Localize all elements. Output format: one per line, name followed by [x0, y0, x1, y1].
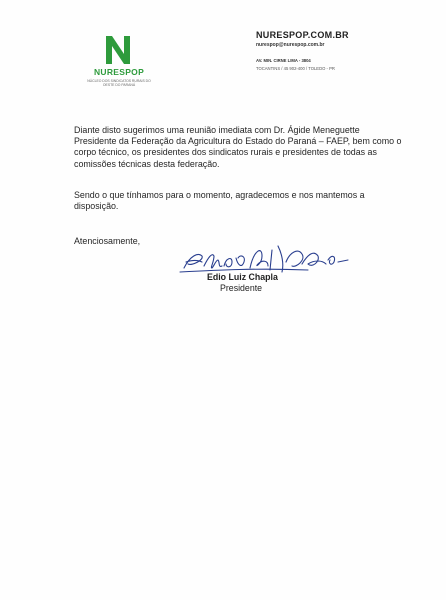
signatory-role: Presidente [220, 283, 263, 293]
closing-text: Atenciosamente, [74, 236, 141, 246]
address-line-2: TOCANTINS / 45 902-400 / TOLEDO - PR [256, 66, 335, 71]
contact-block [256, 30, 396, 71]
website-text: NURESPOP.COM.BR [256, 30, 349, 40]
org-tagline: NÚCLEO DOS SINDICATOS RURAIS DO OESTE DO PARANÁ [87, 79, 151, 88]
nurespop-logo-mark-icon [104, 34, 132, 66]
email-text: nurespop@nurespop.com.br [256, 42, 325, 48]
org-name: NURESPOP [93, 67, 145, 77]
body-paragraph-1: Diante disto sugerimos uma reunião imediata com Dr. Ágide Meneguette Presidente da Federação da Agricultura do Estado do Paraná – FAEP, bem como o corpo técnico, os presidentes dos sindicatos rurais e presidentes de todas as comissões técnicas desta federação. [74, 125, 402, 169]
body-paragraph-2: Sendo o que tínhamos para o momento, agradecemos e nos mantemos a disposição. [74, 190, 365, 212]
signatory-name: Edio Luiz Chapla [207, 272, 278, 282]
address-line-1: AV. MIN. CIRNE LIMA - 3804 [256, 58, 311, 63]
org-logo [82, 34, 156, 94]
